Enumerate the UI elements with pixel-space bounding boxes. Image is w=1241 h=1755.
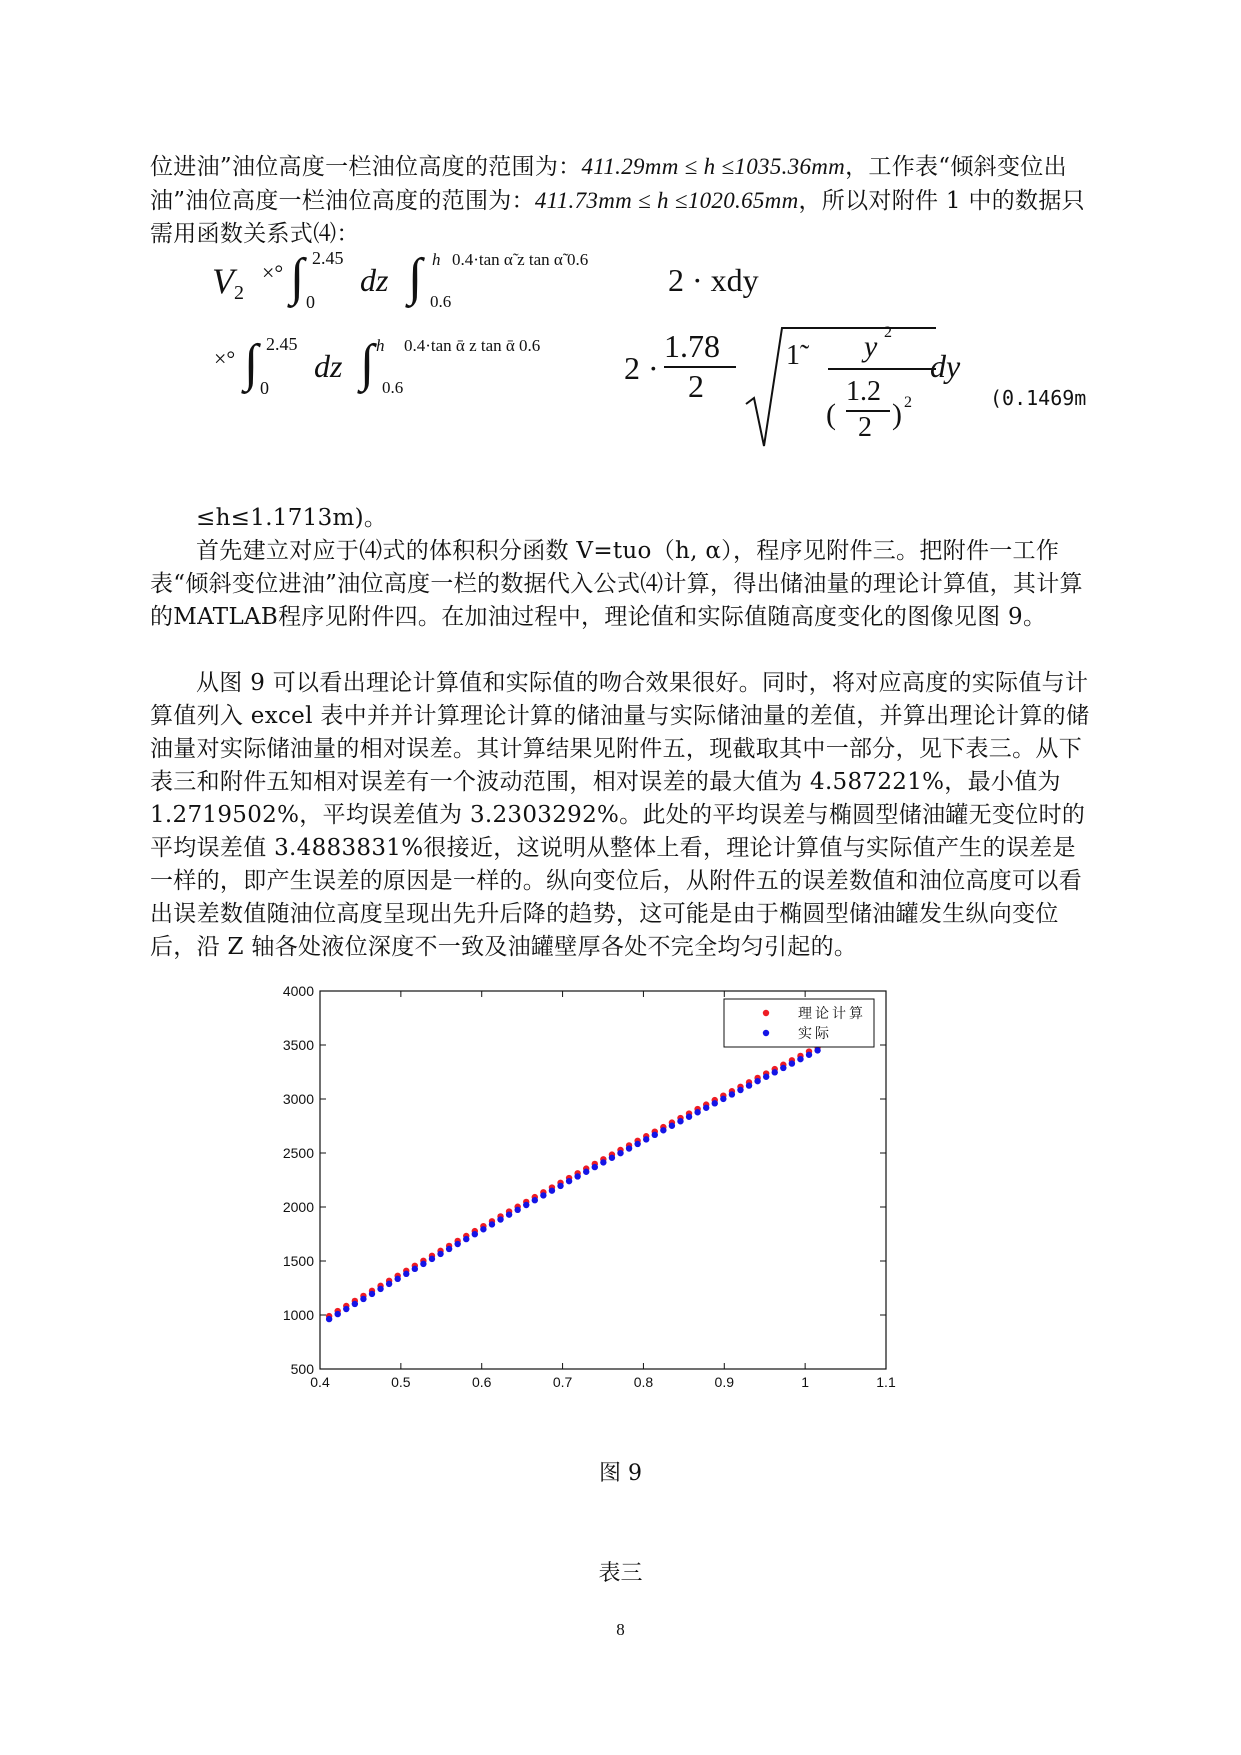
inner-den: 2 [858,412,872,443]
table-caption: 表三 [598,1561,643,1586]
paragraph-3: 首先建立对应于⑷式的体积积分函数 V=tuo（h, α），程序见附件三。把附件一工作表“倾斜变位进油”油位高度一栏的数据代入公式⑷计算，得出储油量的理论计算值，其计算的MATLAB程序见附件四。在加油过程中，理论值和实际值随高度变化的图像见图 9。 [150,538,1083,630]
data-point [557,1183,563,1189]
sqrt-sign [744,324,944,454]
x-tick-label: 0.8 [633,1374,654,1390]
formula-4 [0,240,1241,460]
frac-den: 2 [688,368,704,404]
data-point [617,1150,623,1156]
figure-caption: 图 9 [599,1461,642,1486]
int-upper-2: 2.45 [266,334,298,354]
data-point [694,1109,700,1115]
data-point [549,1187,555,1193]
inner-upper-h-1: h [432,250,441,269]
data-point [686,1114,692,1120]
data-point [763,1074,769,1080]
dz-1: dz [360,262,389,298]
data-point [532,1197,538,1203]
data-point [720,1096,726,1102]
range-2: 411.73mm ≤ h ≤1020.65mm [534,188,799,213]
legend [724,999,874,1047]
inner-frac-bar [828,368,936,370]
y-tick-label: 1500 [282,1253,314,1269]
legend-label: 实际 [798,1025,832,1041]
formula-lhs: V [212,261,234,301]
data-point [592,1164,598,1170]
data-point [814,1047,820,1053]
inner-lower-2: 0.6 [382,378,404,397]
data-point [746,1082,752,1088]
y-tick-label: 3500 [282,1037,314,1053]
p1-text: 位进油”油位高度一栏油位高度的范围为： [150,154,582,180]
integral-sign-2: ∫ [408,249,423,306]
dy-symbol: dy [930,348,961,384]
range-end: ≤h≤1.1713m)。 [196,505,388,531]
y-tick-label: 3000 [282,1091,314,1107]
paragraph-2 [150,502,1094,535]
p1-end: ，所以对附件 1 中的数据只需用函数关系式⑷： [150,188,1085,247]
figure-9-chart [270,985,970,1400]
inner-upper-expr-2: 0.4·tan ᾱ z tan ᾱ 0.6 [404,336,541,355]
data-point [652,1132,658,1138]
p1-mid: ，工作表“倾斜变位出油”油位高度一栏油位高度的范围为： [150,154,1067,214]
data-point [677,1118,683,1124]
data-point [712,1100,718,1106]
inner-upper-expr-1: 0.4·tan α̃ z tan α̃ 0.6 [452,250,589,269]
formula-lhs-sub: 2 [234,282,244,304]
data-point [626,1145,632,1151]
y-tick-label: 500 [290,1361,314,1377]
data-point [377,1286,383,1292]
data-point [669,1123,675,1129]
data-point [729,1091,735,1097]
data-point [454,1241,460,1247]
paren-close: ) [892,398,902,431]
data-point [335,1311,341,1317]
data-point [420,1261,426,1267]
int-lower-1: 0 [306,292,315,312]
data-point [497,1216,503,1222]
data-point [343,1306,349,1312]
data-point [737,1087,743,1093]
data-point [806,1052,812,1058]
paragraph-1 [150,150,1094,251]
data-point [780,1065,786,1071]
data-point [326,1316,332,1322]
formula-eq2: ×° [214,346,236,371]
data-point [506,1211,512,1217]
x-tick-label: 0.5 [391,1374,411,1390]
data-point [660,1127,666,1133]
inner-num: 1.2 [846,376,881,407]
data-point [472,1231,478,1237]
data-point [446,1246,452,1252]
paragraph-4: 从图 9 可以看出理论计算值和实际值的吻合效果很好。同时，将对应高度的实际值与计算值列入 excel 表中并并计算理论计算的储油量与实际储油量的差值，并算出理论计算的储油量对实际储油量的相对误差。其计算结果见附件五，现截取其中一部分，见下表三。从下表三和附件五知相对误差有一个波动范围，相对误差的最大值为 4.587221%，最小值为 1.2719502%，平均误差值为 3.2303292%。此处的平均误差与椭圆型储油罐无变位时的平均误差值 3.4883831%很接近，这说明从整体上看，理论计算值与实际值产生的误差是一样的，即产生误差的原因是一样的。纵向变位后，从附件五的误差数值和油位高度可以看出误差数值随油位高度呈现出先升后降的趋势，这可能是由于椭圆型储油罐发生纵向变位后，沿 Z 轴各处液位深度不一致及油罐壁厚各处不完全均匀引起的。 [150,670,1090,960]
integral-sign-1: ∫ [290,249,305,306]
data-point [574,1173,580,1179]
data-point [772,1069,778,1075]
int-upper-1: 2.45 [312,248,344,268]
data-point [429,1256,435,1262]
data-point [797,1056,803,1062]
x-tick-label: 0.7 [552,1374,573,1390]
factor-two: 2 · [624,350,659,386]
data-point [634,1141,640,1147]
data-point [583,1169,589,1175]
data-point [369,1291,375,1297]
data-point [789,1060,795,1066]
x-tick-label: 1 [801,1374,810,1390]
formula-eq1: ×° [262,260,284,285]
data-point [600,1159,606,1165]
data-point [463,1236,469,1242]
data-point [703,1105,709,1111]
data-point [437,1251,443,1257]
range-start: (0.1469m [990,386,1087,410]
int-lower-2: 0 [260,378,269,398]
integrand-1: 2 · xdy [668,262,759,298]
frac-num: 1.78 [664,328,720,364]
x-tick-label: 0.9 [714,1374,735,1390]
y-tick-label: 4000 [282,985,314,999]
x-tick-label: 0.4 [310,1374,330,1390]
page-number: 8 [616,1620,625,1639]
data-point [352,1301,358,1307]
data-point [514,1207,520,1213]
paren-open: ( [826,398,836,431]
data-point [540,1192,546,1198]
data-point [386,1281,392,1287]
dz-2: dz [314,348,343,384]
data-point [394,1276,400,1282]
tilde-one: 1̃ [786,340,800,371]
data-point [754,1078,760,1084]
data-point [403,1271,409,1277]
inner-lower-1: 0.6 [430,292,452,311]
data-point [643,1136,649,1142]
data-point [412,1266,418,1272]
y-tick-label: 1000 [282,1307,314,1323]
x-tick-label: 0.6 [471,1374,492,1390]
legend-label: 理论计算 [798,1005,866,1021]
data-point [480,1226,486,1232]
integral-sign-3: ∫ [244,335,259,392]
integral-sign-4: ∫ [360,335,375,392]
data-point [523,1202,529,1208]
y-sq: 2 [884,324,892,341]
x-tick-label: 1.1 [876,1374,896,1390]
data-point [360,1296,366,1302]
y-tick-label: 2500 [282,1145,314,1161]
range-1: 411.29mm ≤ h ≤1035.36mm [581,154,846,179]
paren-sq: 2 [904,394,912,411]
data-point [489,1221,495,1227]
inner-upper-h-2: h [376,336,385,355]
y-symbol: y [864,330,878,363]
legend-marker [763,1010,769,1016]
legend-marker [763,1030,769,1036]
plot-area [320,991,886,1369]
data-point [566,1178,572,1184]
y-tick-label: 2000 [282,1199,314,1215]
data-point [609,1155,615,1161]
